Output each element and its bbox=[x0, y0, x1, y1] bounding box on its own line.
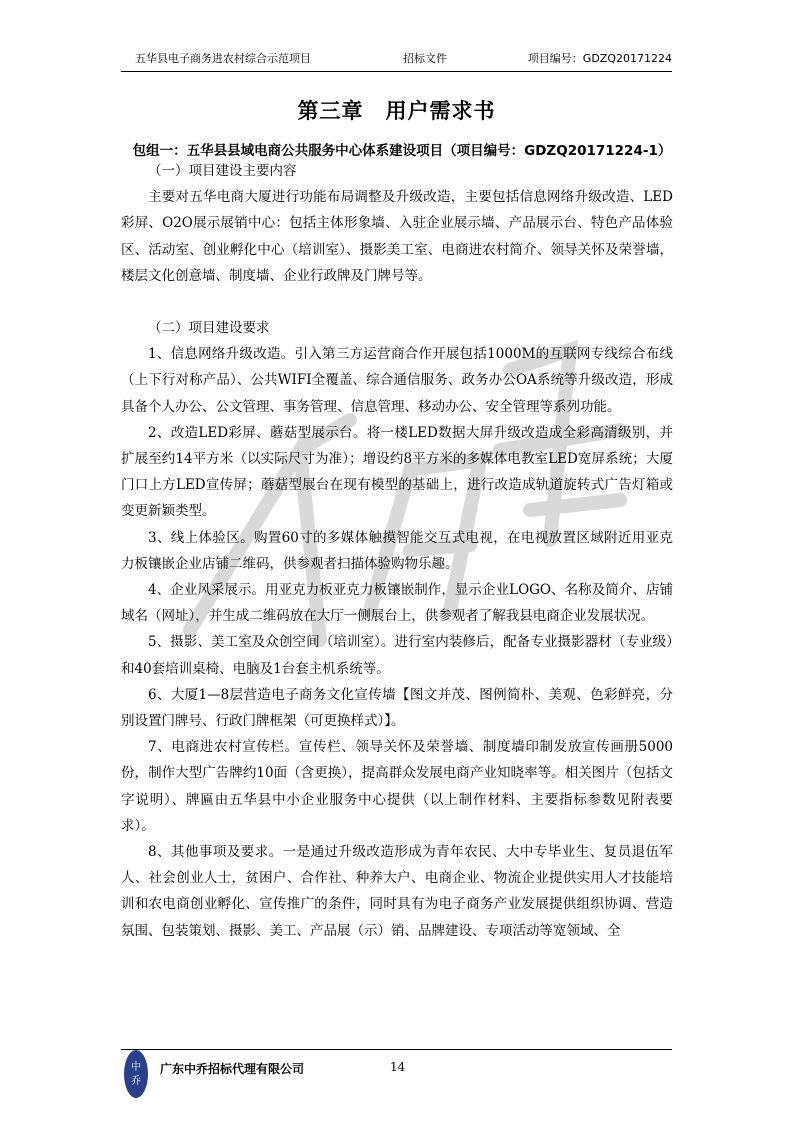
paragraph: 7、电商进农村宣传栏。宣传栏、领导关怀及荣誉墙、制度墙印制发放宣传画册5000份，制作大型广告牌约10面（含更换），提高群众发展电商产业知晓率等。相关图片（包括文字说明）、牌匾由五华县中小企业服务中心提供（以上制作材料、主要指标参数见附表要求）。 bbox=[121, 739, 673, 834]
document-body bbox=[121, 158, 673, 944]
logo-text: 中 bbox=[131, 1062, 141, 1073]
header-divider bbox=[121, 71, 672, 72]
paragraph: 5、摄影、美工室及众创空间（培训室）。进行室内装修后，配备专业摄影器材（专业级）和40套培训桌椅、电脑及1台套主机系统等。 bbox=[121, 634, 673, 677]
svg-text:乔: 乔 bbox=[131, 1076, 141, 1087]
paragraph: 8、其他事项及要求。一是通过升级改造形成为青年农民、大中专毕业生、复员退伍军人、社会创业人士，贫困户、合作社、种养大户、电商企业、物流企业提供实用人才技能培训和农电商创业孵化、宣传推广的条件，同时具有为电子商务产业发展提供组织协调、营造氛围、包装策划、摄影、美工、产品展（示）销、品牌建设、专项活动等宽领域、全 bbox=[121, 844, 673, 939]
section-heading: （二）项目建设要求 bbox=[148, 320, 270, 337]
header-doc-type: 招标文件 bbox=[403, 52, 447, 65]
paragraph: 4、企业风采展示。用亚克力板亚克力板镶嵌制作，显示企业LOGO、名称及简介、店铺域名（网址），并生成二维码放在大厅一侧展台上，供参观者了解我县电商企业发展状况。 bbox=[121, 582, 673, 625]
paragraph: 6、大厦1—8层营造电子商务文化宣传墙【图文并茂、图例简朴、美观、色彩鲜亮，分别设置门牌号、行政门牌框架（可更换样式）】。 bbox=[121, 686, 673, 730]
footer-company-name: 广东中乔招标代理有限公司 bbox=[160, 1062, 305, 1076]
page-title: 第三章 用户需求书 bbox=[297, 99, 496, 123]
section-subtitle: 包组一：五华县县域电商公共服务中心体系建设项目（项目编号：GDZQ20171224-1） bbox=[132, 143, 672, 159]
company-logo-icon bbox=[122, 1048, 150, 1100]
page-number: 14 bbox=[390, 1060, 406, 1074]
section-heading: （一）项目建设主要内容 bbox=[148, 163, 297, 179]
page-header bbox=[121, 50, 672, 68]
footer-divider bbox=[121, 1049, 672, 1050]
paragraph: 1、信息网络升级改造。引入第三方运营商合作开展包括1000M的互联网专线综合布线（上下行对称产品）、公共WIFI全覆盖、综合通信服务、政务办公OA系统等升级改造，形成具备个人办公、公文管理、事务管理、信息管理、移动办公、安全管理等系列功能。 bbox=[121, 346, 673, 415]
header-project-number: 项目编号：GDZQ20171224 bbox=[527, 52, 672, 65]
header-project-name: 五华县电子商务进农村综合示范项目 bbox=[135, 52, 311, 65]
paragraph: 2、改造LED彩屏、蘑菇型展示台。将一楼LED数据大屏升级改造成全彩高清级别，并扩展至约14平方米（以实际尺寸为准）；增设约8平方米的多媒体电教室LED宽屏系统；大厦门口上方LED宣传屏；蘑菇型展台在现有模型的基础上，进行改造成轨道旋转式广告灯箱或变更新颖类型。 bbox=[121, 424, 673, 520]
paragraph: 主要对五华电商大厦进行功能布局调整及升级改造，主要包括信息网络升级改造、LED彩屏、O2O展示展销中心：包括主体形象墙、入驻企业展示墙、产品展示台、特色产品体验区、活动室、创业孵化中心（培训室）、摄影美工室、电商进农村简介、领导关怀及荣誉墙，楼层文化创意墙、制度墙、企业行政牌及门牌号等。 bbox=[121, 189, 673, 284]
paragraph: 3、线上体验区。购置60寸的多媒体触摸智能交互式电视，在电视放置区域附近用亚克力板镶嵌企业店铺二维码，供参观者扫描体验购物乐趣。 bbox=[121, 529, 673, 572]
